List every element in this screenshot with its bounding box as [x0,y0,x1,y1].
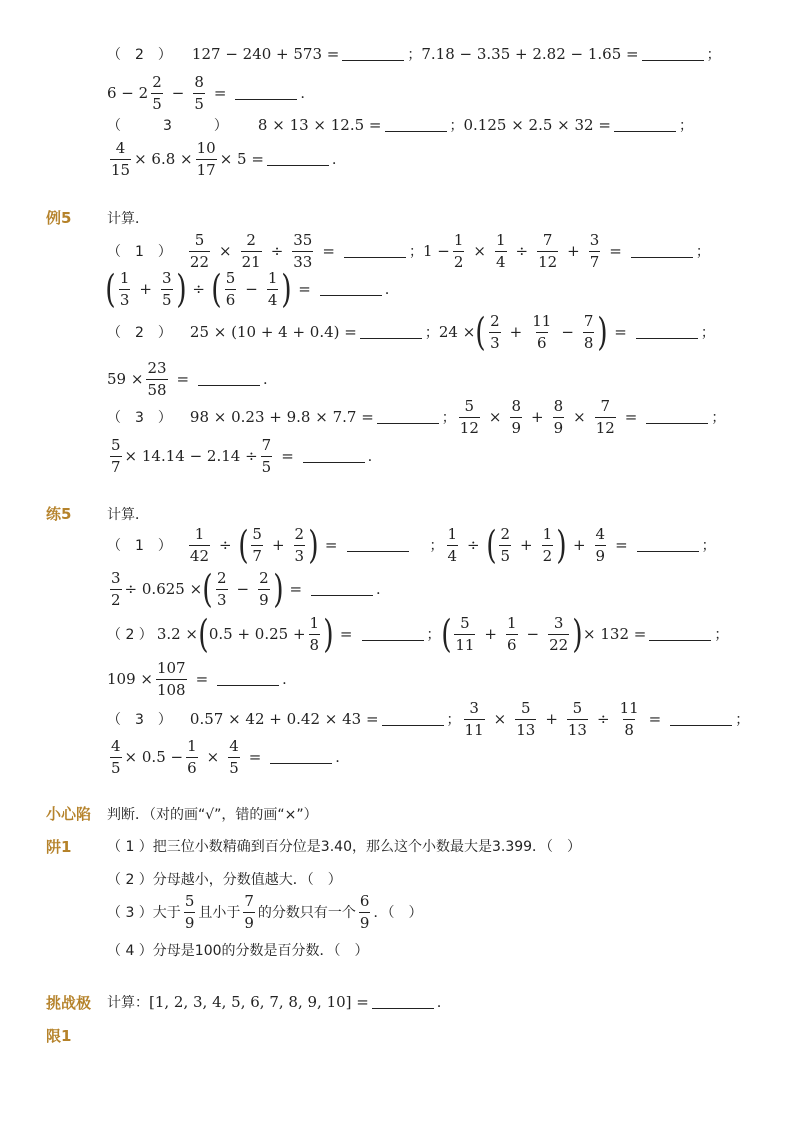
challenge-label-line1: 挑战极 [46,994,92,1012]
answer-blank[interactable] [362,628,424,641]
pr5-q1-line1: （ 1 ） $\frac{1}{42}$ ÷ ( $\frac{5}{7}$ + $\frac{2}{3}$ ) = ； $\frac{1}{4}$ ÷ ( $\frac{2}{5}$ + $\frac{1}{2}$ ) + $\frac{4}{9}$ = ； [107,523,716,567]
fraction: $\frac{7}{12}$ [538,231,558,271]
answer-blank[interactable] [342,48,404,61]
ex5-q1-line2: ( $\frac{1}{3}$ + $\frac{3}{5}$ ) ÷ ( $\frac{5}{6}$ − $\frac{1}{4}$ ) = ． [105,267,399,311]
trap-label-line1: 小心陷 [46,805,92,823]
answer-blank[interactable] [267,153,329,166]
fraction: $\frac{5}{22}$ [189,231,210,271]
ex5-q2-line1: （ 2 ） 25 × (10 + 4 + 0.4) = ； 24 × ( $\frac{2}{3}$ + $\frac{11}{6}$ − $\frac{7}{8}$ ) = ； [107,310,715,354]
fraction: $\frac{23}{58}$ [147,359,167,399]
fraction: $\frac{5}{13}$ [516,699,536,739]
expression: × 5 = [219,150,264,168]
fraction: $\frac{107}{108}$ [156,659,186,699]
fraction: $\frac{6}{9}$ [359,892,370,932]
question-index: （ 1 ） [107,244,172,260]
separator: ； [678,118,693,134]
trap-item: （ 3 ）大于 $\frac{5}{9}$ 且小于 $\frac{7}{9}$ 的分数只有一个 $\frac{6}{9}$ ．（ ） [107,892,423,932]
question-index: （ 2 ） [107,627,153,643]
ex5-q1-line1: （ 1 ） $\frac{5}{22}$ × $\frac{2}{21}$ ÷ $\frac{35}{33}$ = ； 1 − $\frac{1}{2}$ × $\frac{1}{4}$ ÷ $\frac{7}{12}$ + $\frac{3}{7}$ = ； [107,231,710,271]
fraction: $\frac{7}{9}$ [244,892,254,932]
ex5-q3-line1: （ 3 ） 98 × 0.23 + 9.8 × 7.7 = ； $\frac{5}{12}$ × $\frac{8}{9}$ + $\frac{8}{9}$ × $\frac{7}{12}$ = ； [107,397,726,437]
fraction: $\frac{11}{6}$ [532,312,552,352]
pr5-q2-line2: 109 × $\frac{107}{108}$ = ． [107,659,297,699]
trap-instruction: 判断．（对的画“√”，错的画“×”） [107,807,318,823]
answer-blank[interactable] [649,628,711,641]
question-index: （ 3 ） [107,118,228,134]
answer-blank[interactable] [642,48,704,61]
example-instruction: 计算． [107,211,149,227]
fraction: $\frac{4}{5}$ [229,737,239,777]
fraction: $\frac{2}{5}$ [152,73,162,113]
separator: ； [407,47,422,63]
fraction: $\frac{1}{4}$ [267,269,278,309]
fraction: $\frac{1}{6}$ [507,614,517,654]
answer-blank[interactable] [320,283,382,296]
question-index: （ 3 ） [107,410,172,426]
trap-label-line2: 阱1 [46,838,72,856]
fraction: $\frac{7}{12}$ [595,397,615,437]
answer-blank[interactable] [382,713,444,726]
pr5-q3-line1: （ 3 ） 0.57 × 42 + 0.42 × 43 = ； $\frac{3}{11}$ × $\frac{5}{13}$ + $\frac{5}{13}$ ÷ $\frac{11}{8}$ = ； [107,699,750,739]
fraction: $\frac{8}{9}$ [553,397,564,437]
fraction: $\frac{5}{13}$ [567,699,587,739]
pr5-q1-line2: $\frac{3}{2}$ ÷ 0.625 × ( $\frac{2}{3}$ − $\frac{2}{9}$ ) = ． [111,567,391,611]
top-q3-line2 [107,140,346,178]
answer-blank[interactable] [344,245,406,258]
fraction: $\frac{2}{3}$ [490,312,500,352]
trap-item: （ 4 ）分母是100的分数是百分数．（ ） [107,943,369,959]
expression: × 6.8 × [134,150,193,168]
answer-blank[interactable] [631,245,693,258]
fraction: $\frac{1}{4}$ [495,231,506,271]
expression: 127 − 240 + 573 = [191,45,340,63]
fraction: $\frac{3}{7}$ [589,231,600,271]
fraction: $\frac{3}{5}$ [161,269,172,309]
expression: 6 − 2 [107,84,149,102]
fraction: $\frac{5}{7}$ [252,525,262,565]
fraction: $\frac{11}{8}$ [619,699,639,739]
example-label: 例5 [46,209,72,227]
fraction: $\frac{35}{33}$ [293,231,313,271]
fraction: $\frac{4}{9}$ [595,525,606,565]
fraction: $\frac{1}{3}$ [119,269,130,309]
fraction: $\frac{7}{5}$ [261,436,272,476]
fraction: $\frac{5}{6}$ [225,269,236,309]
expression: 8 × 13 × 12.5 = [257,116,382,134]
fraction: $\frac{4}{5}$ [111,737,121,777]
fraction: $\frac{2}{5}$ [500,525,510,565]
fraction: $\frac{8}{5}$ [194,73,204,113]
question-index: （ 1 ） [107,538,172,554]
fraction: $\frac{1}{8}$ [309,614,320,654]
answer-blank[interactable] [235,87,297,100]
fraction: $\frac{5}{11}$ [455,614,475,654]
end-period: ． [331,152,346,168]
answer-blank[interactable] [347,539,409,552]
answer-blank[interactable] [377,411,439,424]
fraction: $\frac{3}{11}$ [464,699,484,739]
top-q2-line1 [107,44,721,64]
fraction: $\frac{2}{3}$ [294,525,305,565]
fraction: $\frac{5}{7}$ [111,436,121,476]
question-index: （ 2 ） [107,47,172,63]
answer-blank[interactable] [636,326,698,339]
answer-blank[interactable] [198,373,260,386]
fraction: $\frac{7}{8}$ [583,312,594,352]
top-q3-line1 [107,115,693,135]
answer-blank[interactable] [385,119,447,132]
fraction: $\frac{5}{9}$ [184,892,195,932]
answer-blank[interactable] [614,119,676,132]
fraction: $\frac{2}{21}$ [241,231,261,271]
answer-blank[interactable] [270,751,332,764]
fraction: $\frac{2}{3}$ [217,569,227,609]
answer-blank[interactable] [670,713,732,726]
fraction: $\frac{5}{12}$ [459,397,479,437]
answer-blank[interactable] [217,673,279,686]
top-q2-line2: 6 − 2 $\frac{2}{5}$ − $\frac{8}{5}$ = ． [107,73,315,113]
challenge-question: 计算： [1, 2, 3, 4, 5, 6, 7, 8, 9, 10] = ． [107,993,451,1011]
trap-item: （ 1 ）把三位小数精确到百分位是3.40，那么这个小数最大是3.399．（ ） [107,839,582,855]
fraction: $\frac{10}{17}$ [196,139,216,179]
fraction: $\frac{1}{6}$ [187,737,197,777]
practice-instruction: 计算． [107,507,149,523]
fraction: $\frac{1}{2}$ [453,231,464,271]
ex5-q3-line2: $\frac{5}{7}$ × 14.14 − 2.14 ÷ $\frac{7}{5}$ = ． [111,436,382,476]
separator: ； [706,47,721,63]
question-index: （ 3 ） [107,712,172,728]
separator: ； [449,118,464,134]
fraction: $\frac{1}{42}$ [189,525,210,565]
answer-blank[interactable] [311,583,373,596]
answer-blank[interactable] [303,450,365,463]
fraction: $\frac{1}{4}$ [447,525,458,565]
fraction: $\frac{3}{22}$ [549,614,569,654]
question-index: （ 2 ） [107,325,172,341]
trap-item: （ 2 ）分母越小，分数值越大．（ ） [107,872,342,888]
challenge-label-line2: 限1 [46,1027,72,1045]
fraction: $\frac{3}{2}$ [111,569,121,609]
pr5-q2-line1: （ 2 ） 3.2 × ( 0.5 + 0.25 + $\frac{1}{8}$ ) = ； ( $\frac{5}{11}$ + $\frac{1}{6}$ − $\frac{3}{22}$ ) × 132 = ； [107,612,729,656]
end-period: ． [300,86,315,102]
pr5-q3-line2: $\frac{4}{5}$ × 0.5 − $\frac{1}{6}$ × $\frac{4}{5}$ = ． [111,737,350,777]
answer-blank[interactable] [372,996,434,1009]
answer-blank[interactable] [637,539,699,552]
expression: 7.18 − 3.35 + 2.82 − 1.65 = [421,45,639,63]
fraction: $\frac{4}{15}$ [111,139,131,179]
ex5-q2-line2: 59 × $\frac{23}{58}$ = ． [107,359,278,399]
fraction: $\frac{2}{9}$ [259,569,269,609]
expression: 0.125 × 2.5 × 32 = [463,116,611,134]
fraction: $\frac{1}{2}$ [542,525,553,565]
answer-blank[interactable] [646,411,708,424]
practice-label: 练5 [46,505,72,523]
fraction: $\frac{8}{9}$ [511,397,521,437]
answer-blank[interactable] [360,326,422,339]
